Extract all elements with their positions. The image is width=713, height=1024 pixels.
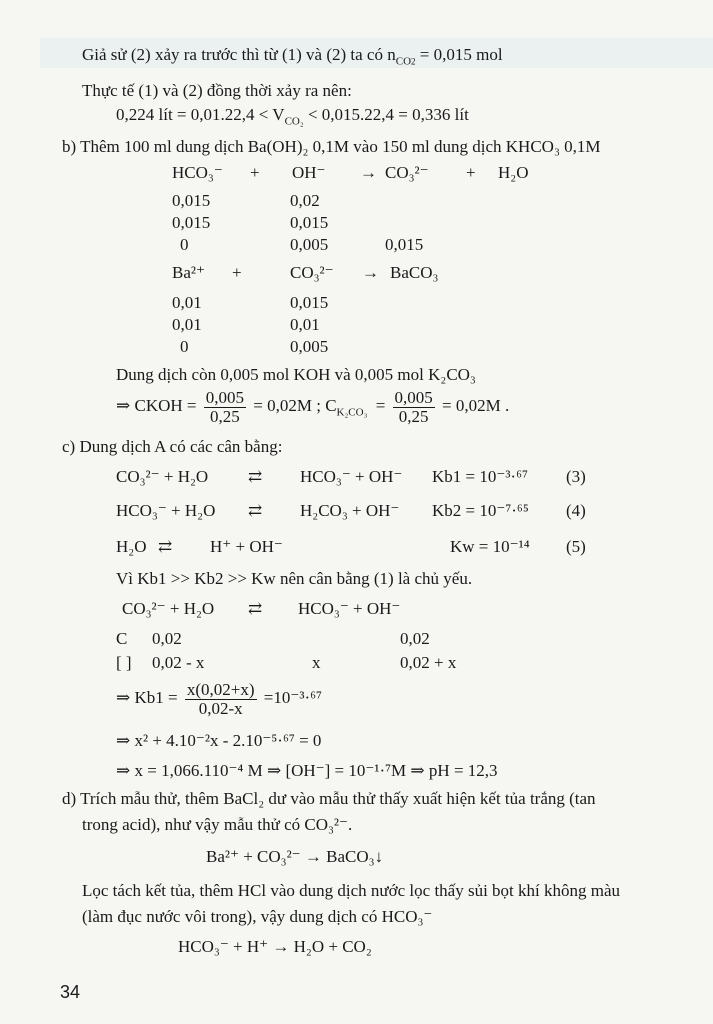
b2-row1-b: 0,015 — [290, 293, 329, 312]
c-eq-left: CO₃²⁻ + H₂O — [122, 599, 215, 618]
c-eq4-arrow: ⇄ — [248, 501, 263, 520]
b-row1-b: 0,02 — [290, 191, 320, 210]
c-row-e-val3: 0,02 + x — [400, 653, 457, 672]
c-eq5-num: (5) — [566, 537, 586, 556]
d-text-1: Lọc tách kết tủa, thêm HCl vào dung dịch nước lọc thấy sủi bọt khí không màu — [82, 881, 621, 900]
b-eq2-reactant1: Ba²⁺ — [172, 263, 205, 282]
c-eq5-k: Kw = 10⁻¹⁴ — [450, 537, 530, 556]
b-row3-b: 0,005 — [290, 235, 329, 254]
b-eq2-product: BaCO₃ — [390, 263, 439, 282]
c-eq4-left: HCO₃⁻ + H₂O — [116, 501, 216, 520]
c-eq3-arrow: ⇄ — [248, 467, 263, 486]
b-eq1-product2: H₂O — [498, 163, 529, 182]
c-eq4-right: H₂CO₃ + OH⁻ — [300, 501, 400, 520]
b-eq1-plus2: + — [466, 163, 476, 182]
b-eq2-arrow: → — [362, 263, 379, 282]
b-eq1-reactant2: OH⁻ — [292, 163, 326, 182]
c-row-c-val2: 0,02 — [400, 629, 430, 648]
b-concentration-calc: ⇒ CKOH = $\frac{0,005}{0,25}$ = 0,02M ; $C_{K_2CO_3}$ = $\frac{0,005}{0,25}$ = 0,02M . — [116, 387, 510, 426]
b2-row3-b: 0,005 — [290, 337, 329, 356]
b2-row1-a: 0,01 — [172, 293, 202, 312]
b2-row2-a: 0,01 — [172, 315, 202, 334]
b2-row2-b: 0,01 — [290, 315, 320, 334]
b-eq2-plus: + — [232, 263, 242, 282]
b-row2-a: 0,015 — [172, 213, 211, 232]
part-d-line1: d) Trích mẫu thử, thêm BaCl₂ dư vào mẫu thử thấy xuất hiện kết tủa trắng (tan — [62, 789, 596, 808]
c-eq4-k: Kb2 = 10⁻⁷·⁶⁵ — [432, 501, 529, 520]
c-row-e-val1: 0,02 - x — [152, 653, 205, 672]
d-equation-2: HCO₃⁻ + H⁺ → H₂O + CO₂ — [178, 937, 372, 956]
c-eq3-right: HCO₃⁻ + OH⁻ — [300, 467, 403, 486]
c-eq3-left: CO₃²⁻ + H₂O — [116, 467, 209, 486]
page-number: 34 — [60, 982, 81, 1002]
b2-row3-a: 0 — [180, 337, 189, 356]
c-row-c-val1: 0,02 — [152, 629, 182, 648]
part-c-heading: c) Dung dịch A có các cân bằng: — [62, 437, 283, 456]
c-eq3-k: Kb1 = 10⁻³·⁶⁷ — [432, 467, 528, 486]
c-eq5-arrow: ⇄ — [158, 537, 173, 556]
c-result: ⇒ x = 1,066.110⁻⁴ M ⇒ [OH⁻] = 10⁻¹·⁷M ⇒ pH = 12,3 — [116, 761, 498, 780]
b-eq1-product1: CO₃²⁻ — [385, 163, 429, 182]
b-eq1-arrow: → — [360, 163, 377, 182]
c-row-e-label: [ ] — [116, 653, 132, 672]
b-row3-a: 0 — [180, 235, 189, 254]
text-line-1: Giả sử (2) xảy ra trước thì từ (1) và (2) ta có $n_{CO2} = 0,015$ mol — [82, 45, 503, 68]
d-text-2: (làm đục nước vôi trong), vậy dung dịch có HCO₃⁻ — [82, 907, 433, 926]
part-d-line2: trong acid), như vậy mẫu thử có CO₃²⁻. — [82, 815, 353, 834]
d-equation-1: Ba²⁺ + CO₃²⁻ → BaCO₃↓ — [206, 847, 384, 866]
b-eq1-reactant1: HCO₃⁻ — [172, 163, 223, 182]
b-row2-b: 0,015 — [290, 213, 329, 232]
c-eq4-num: (4) — [566, 501, 586, 520]
b-conclusion: Dung dịch còn 0,005 mol KOH và 0,005 mol K₂CO₃ — [116, 365, 476, 384]
part-b-heading: b) Thêm 100 ml dung dịch Ba(OH)₂ 0,1M vào 150 ml dung dịch KHCO₃ 0,1M — [62, 137, 601, 156]
c-eq5-left: H₂O — [116, 537, 147, 556]
text-line-2: Thực tế (1) và (2) đồng thời xảy ra nên: — [82, 81, 352, 100]
text-line-3: 0,224 lít = $0,01.22,4 < V_{CO_2} < 0,015.22,4 = 0,336$ lít — [116, 105, 469, 128]
b-row1-a: 0,015 — [172, 191, 211, 210]
b-row3-c: 0,015 — [385, 235, 424, 254]
c-row-c-label: C — [116, 629, 128, 648]
c-quadratic: ⇒ x² + 4.10⁻²x - 2.10⁻⁵·⁶⁷ = 0 — [116, 731, 322, 750]
b-eq1-plus1: + — [250, 163, 260, 182]
c-eq3-num: (3) — [566, 467, 586, 486]
c-eq-right: HCO₃⁻ + OH⁻ — [298, 599, 401, 618]
c-eq-arrow: ⇄ — [248, 599, 263, 618]
c-row-e-val2: x — [312, 653, 321, 672]
b-eq2-reactant2: CO₃²⁻ — [290, 263, 334, 282]
c-kb-expression: ⇒ Kb1 = $\frac{x(0,02+x)}{0,02-x}$ =10⁻³·⁶⁷ — [116, 679, 322, 718]
c-main-equilibrium: Vì Kb1 >> Kb2 >> Kw nên cân bằng (1) là chủ yếu. — [116, 569, 473, 588]
c-eq5-right: H⁺ + OH⁻ — [210, 537, 283, 556]
